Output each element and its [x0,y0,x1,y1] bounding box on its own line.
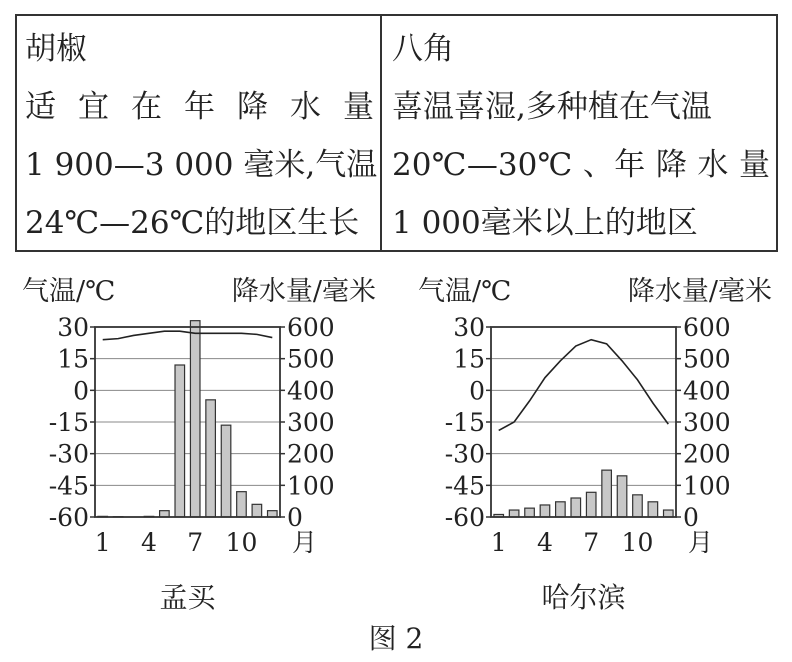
precipitation-bar [586,492,596,517]
precipitation-bar [633,495,643,517]
precipitation-bar [540,505,550,517]
temp-tick-label: -15 [48,408,89,437]
star-anise-line-3: 1 000毫米以上的地区 [392,205,698,241]
precipitation-bar [617,476,627,517]
temp-tick-label: 15 [57,344,89,374]
temperature-line [103,331,273,339]
precip-tick-label: 0 [683,503,699,532]
precip-tick-label: 100 [683,471,731,501]
precip-tick-label: 200 [287,439,335,469]
precip-tick-label: 600 [683,313,731,342]
pepper-line-2: 1 900—3 000 毫米,气温 [25,147,378,183]
month-tick-label: 1 [490,528,507,557]
star-anise-line-2: 20℃—30℃ 、年 降 水 量 [392,147,770,183]
temperature-line [499,340,669,431]
figure-caption: 图 2 [368,622,424,655]
month-tick-label: 4 [141,528,157,557]
precipitation-bar [509,510,519,517]
precip-tick-label: 100 [287,471,335,501]
star-anise-line-1: 喜温喜湿,多种植在气温 [392,89,712,125]
star-anise-title: 八角 [392,31,454,67]
month-unit-label: 月 [688,528,714,557]
precipitation-bar [160,511,170,517]
precip-tick-label: 400 [683,376,731,406]
temp-tick-label: 30 [57,313,89,342]
pepper-line-3: 24℃—26℃的地区生长 [25,205,360,241]
precip-tick-label: 300 [683,408,731,437]
temp-tick-label: -60 [444,503,485,532]
pepper-column [17,16,382,250]
temp-tick-label: 0 [469,376,485,406]
climate-chart-harbin [396,262,792,617]
temp-tick-label: 15 [453,344,485,374]
precipitation-bar [190,321,200,517]
precipitation-bar [648,502,658,517]
precip-tick-label: 200 [683,439,731,469]
precipitation-bar [602,470,612,517]
month-tick-label: 10 [621,528,654,557]
precipitation-axis-title: 降水量/毫米 [231,276,376,307]
precip-tick-label: 0 [287,503,303,532]
chart-title: 孟买 [159,581,216,614]
precip-tick-label: 300 [287,408,335,437]
climate-chart-mumbai [0,262,396,617]
precipitation-bar [237,492,247,517]
precipitation-bar [206,400,216,517]
temp-tick-label: 0 [73,376,89,406]
precipitation-bar [175,365,185,517]
month-tick-label: 1 [94,528,111,557]
precip-tick-label: 500 [287,344,335,374]
month-tick-label: 10 [225,528,258,557]
chart-title: 哈尔滨 [541,581,626,614]
month-tick-label: 4 [537,528,553,557]
info-table [15,14,778,252]
pepper-title: 胡椒 [25,31,87,67]
temp-tick-label: -30 [48,439,89,469]
precipitation-bar [664,510,674,517]
precipitation-bar [252,504,262,517]
precipitation-bar [571,498,581,517]
precip-tick-label: 600 [287,313,335,342]
temperature-axis-title: 气温/℃ [418,276,512,307]
month-tick-label: 7 [583,528,600,557]
temp-tick-label: -45 [48,471,89,501]
temp-tick-label: 30 [453,313,485,342]
precipitation-bar [268,511,278,517]
precip-tick-label: 400 [287,376,335,406]
temp-tick-label: -15 [444,408,485,437]
precipitation-bar [221,425,231,517]
pepper-line-1: 适 宜 在 年 降 水 量 [25,89,374,125]
month-unit-label: 月 [292,528,318,557]
star-anise-column [382,16,776,250]
precip-tick-label: 500 [683,344,731,374]
month-tick-label: 7 [187,528,204,557]
precipitation-bar [525,508,535,517]
precipitation-axis-title: 降水量/毫米 [627,276,772,307]
temperature-axis-title: 气温/℃ [22,276,116,307]
temp-tick-label: -60 [48,503,89,532]
precipitation-bar [556,502,566,517]
temp-tick-label: -45 [444,471,485,501]
temp-tick-label: -30 [444,439,485,469]
